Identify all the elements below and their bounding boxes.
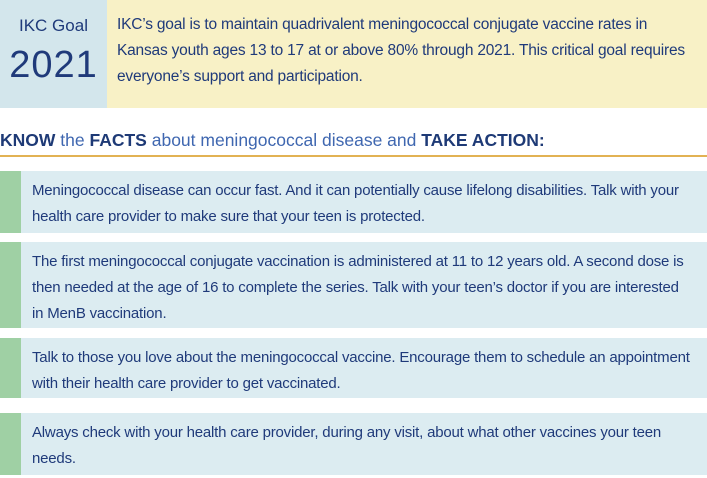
fact-accent-bar	[0, 338, 21, 398]
goal-statement-box	[107, 0, 707, 108]
fact-text-4: Always check with your health care provider, during any visit, about what other vaccines your teen needs.	[32, 424, 662, 467]
fact-text-3: Talk to those you love about the meningococcal vaccine. Encourage them to schedule an appointment with their health care provider to get vaccinated.	[32, 349, 690, 392]
heading-the: the	[60, 130, 85, 150]
fact-item-4	[0, 413, 707, 475]
goal-year: 2021	[9, 44, 98, 86]
heading-about: about meningococcal disease and	[151, 130, 417, 150]
heading-take-action: TAKE ACTION:	[421, 130, 545, 150]
fact-text-2: The first meningococcal conjugate vaccination is administered at 11 to 12 years old. A second dose is then needed at the age of 16 to complete the series. Talk with your teen’s doctor if you are interested in MenB vaccination.	[32, 253, 684, 322]
fact-accent-bar	[0, 413, 21, 475]
fact-accent-bar	[0, 171, 21, 233]
goal-label: IKC Goal	[19, 16, 88, 35]
heading-divider	[0, 155, 707, 157]
heading-facts: FACTS	[89, 130, 147, 150]
fact-item-1	[0, 171, 707, 233]
heading-know: KNOW	[0, 130, 56, 150]
fact-item-2	[0, 242, 707, 328]
goal-badge	[0, 0, 107, 108]
fact-accent-bar	[0, 242, 21, 328]
goal-statement: IKC’s goal is to maintain quadrivalent meningococcal conjugate vaccine rates in Kansas youth ages 13 to 17 at or above 80% through 2021. This critical goal requires everyone’s support and participation.	[117, 16, 685, 85]
fact-item-3	[0, 338, 707, 398]
section-heading	[0, 130, 707, 156]
fact-text-1: Meningococcal disease can occur fast. And it can potentially cause lifelong disabilities. Talk with your health care provider to make sure that your teen is protected.	[32, 182, 679, 225]
